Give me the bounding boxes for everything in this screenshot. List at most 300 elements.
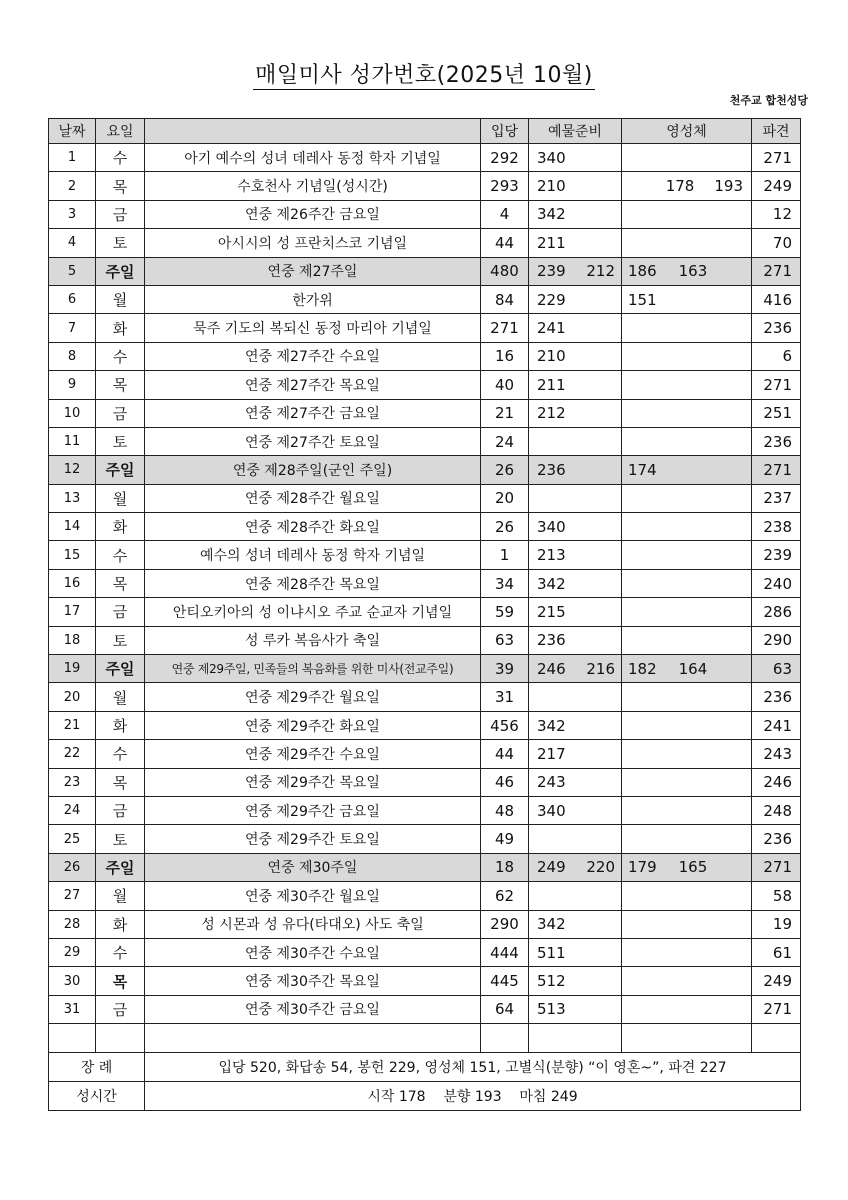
communion-hymn-1: 179 xyxy=(628,858,657,877)
date-cell: 8 xyxy=(49,342,96,370)
communion-cell xyxy=(622,853,752,881)
offertory-cell xyxy=(529,484,622,512)
dismissal-cell: 249 xyxy=(752,967,801,995)
header-date: 날짜 xyxy=(49,119,96,144)
dismissal-cell: 70 xyxy=(752,229,801,257)
dismissal-cell: 271 xyxy=(752,144,801,172)
dismissal-cell: 236 xyxy=(752,683,801,711)
weekday-cell: 월 xyxy=(96,285,145,313)
communion-cell xyxy=(622,541,752,569)
communion-cell xyxy=(622,257,752,285)
dismissal-cell: 271 xyxy=(752,257,801,285)
offertory-values xyxy=(529,518,621,536)
date-cell: 12 xyxy=(49,456,96,484)
offertory-cell xyxy=(529,768,622,796)
offertory-values xyxy=(529,347,621,365)
offertory-cell xyxy=(529,825,622,853)
offertory-cell xyxy=(529,740,622,768)
entrance-cell: 84 xyxy=(481,285,529,313)
offertory-hymn-1: 229 xyxy=(537,290,566,309)
table-row xyxy=(49,172,801,200)
weekday-cell: 목 xyxy=(96,569,145,597)
header-weekday: 요일 xyxy=(96,119,145,144)
offertory-cell xyxy=(529,342,622,370)
entrance-cell: 480 xyxy=(481,257,529,285)
offertory-hymn-1: 342 xyxy=(537,915,566,934)
offertory-values xyxy=(529,1000,621,1018)
offertory-values xyxy=(529,291,621,309)
offertory-cell xyxy=(529,144,622,172)
table-row xyxy=(49,683,801,711)
celebration-cell: 연중 제29주간 수요일 xyxy=(145,740,481,768)
dismissal-cell: 271 xyxy=(752,995,801,1023)
funeral-label: 장 례 xyxy=(49,1052,145,1081)
holyhour-hymns: 시작 178 분향 193 마침 249 xyxy=(145,1081,801,1110)
entrance-cell: 49 xyxy=(481,825,529,853)
date-cell: 2 xyxy=(49,172,96,200)
header-entrance: 입당 xyxy=(481,119,529,144)
table-row xyxy=(49,938,801,966)
offertory-hymn-1: 210 xyxy=(537,177,566,196)
offertory-hymn-1: 212 xyxy=(537,404,566,423)
offertory-cell xyxy=(529,257,622,285)
table-row xyxy=(49,910,801,938)
offertory-values xyxy=(529,858,621,876)
offertory-cell xyxy=(529,285,622,313)
communion-hymn-1: 186 xyxy=(628,262,657,281)
table-row xyxy=(49,655,801,683)
celebration-cell: 연중 제30주간 금요일 xyxy=(145,995,481,1023)
celebration-cell: 연중 제30주간 월요일 xyxy=(145,882,481,910)
offertory-values xyxy=(529,944,621,962)
offertory-cell xyxy=(529,399,622,427)
offertory-cell xyxy=(529,796,622,824)
table-row xyxy=(49,967,801,995)
date-cell: 19 xyxy=(49,655,96,683)
dismissal-cell: 236 xyxy=(752,825,801,853)
date-cell: 9 xyxy=(49,371,96,399)
offertory-hymn-1: 213 xyxy=(537,546,566,565)
offertory-cell xyxy=(529,427,622,455)
communion-values xyxy=(622,858,751,876)
offertory-values xyxy=(529,631,621,649)
offertory-values xyxy=(529,773,621,791)
entrance-cell: 456 xyxy=(481,711,529,739)
offertory-values xyxy=(529,745,621,763)
communion-cell xyxy=(622,626,752,654)
weekday-cell: 수 xyxy=(96,144,145,172)
communion-cell xyxy=(622,229,752,257)
offertory-cell xyxy=(529,910,622,938)
entrance-cell: 44 xyxy=(481,229,529,257)
weekday-cell: 목 xyxy=(96,967,145,995)
weekday-cell: 화 xyxy=(96,711,145,739)
weekday-cell: 월 xyxy=(96,683,145,711)
table-row xyxy=(49,144,801,172)
date-cell: 31 xyxy=(49,995,96,1023)
dismissal-cell: 290 xyxy=(752,626,801,654)
dismissal-cell: 236 xyxy=(752,427,801,455)
dismissal-cell: 271 xyxy=(752,853,801,881)
offertory-cell xyxy=(529,938,622,966)
offertory-cell xyxy=(529,853,622,881)
entrance-cell: 271 xyxy=(481,314,529,342)
offertory-hymn-1: 243 xyxy=(537,773,566,792)
celebration-cell: 연중 제27주간 토요일 xyxy=(145,427,481,455)
offertory-hymn-1: 340 xyxy=(537,801,566,820)
header-celebration xyxy=(145,119,481,144)
communion-cell xyxy=(622,456,752,484)
date-cell: 27 xyxy=(49,882,96,910)
offertory-values xyxy=(529,376,621,394)
offertory-hymn-1: 342 xyxy=(537,716,566,735)
date-cell: 23 xyxy=(49,768,96,796)
offertory-hymn-1: 239 xyxy=(537,262,566,281)
communion-cell xyxy=(622,796,752,824)
entrance-cell: 24 xyxy=(481,427,529,455)
table-row xyxy=(49,513,801,541)
table-body xyxy=(49,144,801,1024)
entrance-cell: 44 xyxy=(481,740,529,768)
offertory-values xyxy=(529,717,621,735)
date-cell: 6 xyxy=(49,285,96,313)
entrance-cell: 4 xyxy=(481,200,529,228)
communion-hymn-2: 163 xyxy=(678,262,708,281)
entrance-cell: 292 xyxy=(481,144,529,172)
table-row xyxy=(49,399,801,427)
weekday-cell: 금 xyxy=(96,995,145,1023)
table-row xyxy=(49,626,801,654)
offertory-hymn-1: 215 xyxy=(537,602,566,621)
entrance-cell: 1 xyxy=(481,541,529,569)
celebration-cell: 성 시몬과 성 유다(타대오) 사도 축일 xyxy=(145,910,481,938)
dismissal-cell: 246 xyxy=(752,768,801,796)
table-row xyxy=(49,598,801,626)
weekday-cell: 금 xyxy=(96,399,145,427)
table-row xyxy=(49,711,801,739)
offertory-hymn-2: 212 xyxy=(586,262,615,281)
weekday-cell: 수 xyxy=(96,740,145,768)
date-cell: 17 xyxy=(49,598,96,626)
weekday-cell: 목 xyxy=(96,768,145,796)
communion-cell xyxy=(622,342,752,370)
date-cell: 1 xyxy=(49,144,96,172)
dismissal-cell: 248 xyxy=(752,796,801,824)
offertory-hymn-1: 246 xyxy=(537,659,566,678)
entrance-cell: 63 xyxy=(481,626,529,654)
table-row xyxy=(49,314,801,342)
offertory-hymn-1: 340 xyxy=(537,148,566,167)
hymn-schedule-table xyxy=(48,118,801,1111)
offertory-values xyxy=(529,915,621,933)
weekday-cell: 토 xyxy=(96,626,145,654)
communion-cell xyxy=(622,711,752,739)
offertory-cell xyxy=(529,711,622,739)
table-row xyxy=(49,541,801,569)
entrance-cell: 46 xyxy=(481,768,529,796)
table-row xyxy=(49,882,801,910)
table-row xyxy=(49,569,801,597)
date-cell: 10 xyxy=(49,399,96,427)
date-cell: 26 xyxy=(49,853,96,881)
communion-cell xyxy=(622,285,752,313)
offertory-cell xyxy=(529,598,622,626)
communion-cell xyxy=(622,740,752,768)
communion-hymn-2: 164 xyxy=(678,659,708,678)
offertory-values xyxy=(529,461,621,479)
celebration-cell: 아시시의 성 프란치스코 기념일 xyxy=(145,229,481,257)
celebration-cell: 연중 제29주간 월요일 xyxy=(145,683,481,711)
offertory-cell xyxy=(529,229,622,257)
communion-values xyxy=(622,461,751,479)
dismissal-cell: 236 xyxy=(752,314,801,342)
communion-cell xyxy=(622,569,752,597)
communion-values xyxy=(622,660,751,678)
dismissal-cell: 58 xyxy=(752,882,801,910)
page-title: 매일미사 성가번호(2025년 10월) xyxy=(255,63,593,88)
dismissal-cell: 243 xyxy=(752,740,801,768)
offertory-hymn-1: 211 xyxy=(537,233,566,252)
offertory-hymn-1: 241 xyxy=(537,319,566,338)
celebration-cell: 연중 제29주간 금요일 xyxy=(145,796,481,824)
communion-values xyxy=(622,177,751,195)
celebration-cell: 연중 제28주간 목요일 xyxy=(145,569,481,597)
entrance-cell: 293 xyxy=(481,172,529,200)
header-dismissal: 파견 xyxy=(752,119,801,144)
offertory-cell xyxy=(529,655,622,683)
table-row xyxy=(49,371,801,399)
celebration-cell: 연중 제30주일 xyxy=(145,853,481,881)
offertory-hymn-1: 340 xyxy=(537,517,566,536)
offertory-hymn-2: 216 xyxy=(586,659,615,678)
offertory-values xyxy=(529,177,621,195)
header-offertory: 예물준비 xyxy=(529,119,622,144)
offertory-cell xyxy=(529,995,622,1023)
communion-cell xyxy=(622,910,752,938)
offertory-hymn-1: 210 xyxy=(537,347,566,366)
communion-cell xyxy=(622,399,752,427)
offertory-values xyxy=(529,262,621,280)
offertory-cell xyxy=(529,314,622,342)
funeral-hymns: 입당 520, 화답송 54, 봉헌 229, 영성체 151, 고별식(분향) “이 영혼~”, 파견 227 xyxy=(145,1052,801,1081)
celebration-cell: 연중 제27주간 목요일 xyxy=(145,371,481,399)
offertory-values xyxy=(529,319,621,337)
communion-cell xyxy=(622,200,752,228)
offertory-cell xyxy=(529,200,622,228)
offertory-values xyxy=(529,205,621,223)
date-cell: 25 xyxy=(49,825,96,853)
communion-cell xyxy=(622,598,752,626)
weekday-cell: 수 xyxy=(96,541,145,569)
offertory-cell xyxy=(529,882,622,910)
offertory-cell xyxy=(529,456,622,484)
entrance-cell: 26 xyxy=(481,456,529,484)
communion-cell xyxy=(622,938,752,966)
weekday-cell: 목 xyxy=(96,371,145,399)
date-cell: 13 xyxy=(49,484,96,512)
weekday-cell: 주일 xyxy=(96,257,145,285)
entrance-cell: 16 xyxy=(481,342,529,370)
communion-cell xyxy=(622,825,752,853)
weekday-cell: 주일 xyxy=(96,853,145,881)
offertory-hymn-1: 342 xyxy=(537,574,566,593)
offertory-hymn-1: 236 xyxy=(537,460,566,479)
offertory-cell xyxy=(529,967,622,995)
entrance-cell: 445 xyxy=(481,967,529,995)
entrance-cell: 20 xyxy=(481,484,529,512)
celebration-cell: 아기 예수의 성녀 데레사 동정 학자 기념일 xyxy=(145,144,481,172)
offertory-hymn-1: 511 xyxy=(537,943,566,962)
table-row xyxy=(49,200,801,228)
offertory-cell xyxy=(529,683,622,711)
celebration-cell: 성 루카 복음사가 축일 xyxy=(145,626,481,654)
celebration-cell: 연중 제28주간 월요일 xyxy=(145,484,481,512)
date-cell: 18 xyxy=(49,626,96,654)
entrance-cell: 290 xyxy=(481,910,529,938)
dismissal-cell: 249 xyxy=(752,172,801,200)
offertory-values xyxy=(529,404,621,422)
communion-cell xyxy=(622,768,752,796)
date-cell: 5 xyxy=(49,257,96,285)
table-row xyxy=(49,257,801,285)
weekday-cell: 목 xyxy=(96,172,145,200)
dismissal-cell: 241 xyxy=(752,711,801,739)
table-row xyxy=(49,740,801,768)
offertory-values xyxy=(529,234,621,252)
weekday-cell: 금 xyxy=(96,796,145,824)
communion-cell xyxy=(622,967,752,995)
weekday-cell: 수 xyxy=(96,938,145,966)
communion-cell xyxy=(622,683,752,711)
communion-hymn-2: 193 xyxy=(714,177,743,196)
dismissal-cell: 12 xyxy=(752,200,801,228)
table-row xyxy=(49,285,801,313)
dismissal-cell: 238 xyxy=(752,513,801,541)
dismissal-cell: 19 xyxy=(752,910,801,938)
entrance-cell: 34 xyxy=(481,569,529,597)
date-cell: 28 xyxy=(49,910,96,938)
celebration-cell: 연중 제27주일 xyxy=(145,257,481,285)
celebration-cell: 연중 제27주간 금요일 xyxy=(145,399,481,427)
celebration-cell: 연중 제28주일(군인 주일) xyxy=(145,456,481,484)
entrance-cell: 62 xyxy=(481,882,529,910)
table-row xyxy=(49,995,801,1023)
weekday-cell: 월 xyxy=(96,484,145,512)
weekday-cell: 주일 xyxy=(96,655,145,683)
entrance-cell: 21 xyxy=(481,399,529,427)
weekday-cell: 주일 xyxy=(96,456,145,484)
parish-name: 천주교 합천성당 xyxy=(729,94,808,107)
offertory-values xyxy=(529,603,621,621)
communion-cell xyxy=(622,144,752,172)
celebration-cell: 연중 제29주간 목요일 xyxy=(145,768,481,796)
offertory-values xyxy=(529,660,621,678)
date-cell: 22 xyxy=(49,740,96,768)
date-cell: 16 xyxy=(49,569,96,597)
entrance-cell: 48 xyxy=(481,796,529,824)
weekday-cell: 금 xyxy=(96,598,145,626)
blank-row xyxy=(49,1024,801,1052)
date-cell: 29 xyxy=(49,938,96,966)
communion-hymn-1: 174 xyxy=(628,460,657,479)
communion-cell xyxy=(622,427,752,455)
weekday-cell: 월 xyxy=(96,882,145,910)
communion-values xyxy=(622,291,751,309)
communion-values xyxy=(622,262,751,280)
dismissal-cell: 61 xyxy=(752,938,801,966)
table-row xyxy=(49,484,801,512)
offertory-cell xyxy=(529,569,622,597)
holyhour-row xyxy=(49,1081,801,1110)
communion-cell xyxy=(622,655,752,683)
weekday-cell: 토 xyxy=(96,427,145,455)
weekday-cell: 토 xyxy=(96,229,145,257)
table-row xyxy=(49,853,801,881)
dismissal-cell: 63 xyxy=(752,655,801,683)
celebration-cell: 연중 제29주간 화요일 xyxy=(145,711,481,739)
entrance-cell: 59 xyxy=(481,598,529,626)
entrance-cell: 40 xyxy=(481,371,529,399)
dismissal-cell: 286 xyxy=(752,598,801,626)
offertory-cell xyxy=(529,626,622,654)
celebration-cell: 수호천사 기념일(성시간) xyxy=(145,172,481,200)
communion-cell xyxy=(622,995,752,1023)
celebration-cell: 연중 제30주간 수요일 xyxy=(145,938,481,966)
celebration-cell: 안티오키아의 성 이냐시오 주교 순교자 기념일 xyxy=(145,598,481,626)
communion-cell xyxy=(622,882,752,910)
table-row xyxy=(49,427,801,455)
offertory-hymn-1: 342 xyxy=(537,205,566,224)
dismissal-cell: 271 xyxy=(752,371,801,399)
communion-hymn-1: 178 xyxy=(665,177,695,196)
communion-cell xyxy=(622,484,752,512)
dismissal-cell: 237 xyxy=(752,484,801,512)
celebration-cell: 연중 제30주간 목요일 xyxy=(145,967,481,995)
date-cell: 24 xyxy=(49,796,96,824)
offertory-values xyxy=(529,972,621,990)
entrance-cell: 26 xyxy=(481,513,529,541)
offertory-cell xyxy=(529,172,622,200)
offertory-hymn-1: 249 xyxy=(537,858,566,877)
entrance-cell: 31 xyxy=(481,683,529,711)
dismissal-cell: 416 xyxy=(752,285,801,313)
dismissal-cell: 239 xyxy=(752,541,801,569)
celebration-cell: 연중 제27주간 수요일 xyxy=(145,342,481,370)
entrance-cell: 64 xyxy=(481,995,529,1023)
table-row xyxy=(49,796,801,824)
celebration-cell: 묵주 기도의 복되신 동정 마리아 기념일 xyxy=(145,314,481,342)
weekday-cell: 화 xyxy=(96,910,145,938)
offertory-values xyxy=(529,802,621,820)
communion-cell xyxy=(622,371,752,399)
communion-hymn-1: 182 xyxy=(628,659,657,678)
communion-hymn-2: 165 xyxy=(678,858,708,877)
date-cell: 3 xyxy=(49,200,96,228)
date-cell: 4 xyxy=(49,229,96,257)
celebration-cell: 예수의 성녀 데레사 동정 학자 기념일 xyxy=(145,541,481,569)
offertory-hymn-1: 512 xyxy=(537,972,566,991)
offertory-hymn-1: 217 xyxy=(537,744,566,763)
dismissal-cell: 271 xyxy=(752,456,801,484)
offertory-hymn-1: 211 xyxy=(537,375,566,394)
date-cell: 11 xyxy=(49,427,96,455)
celebration-cell: 연중 제26주간 금요일 xyxy=(145,200,481,228)
celebration-cell: 한가위 xyxy=(145,285,481,313)
entrance-cell: 444 xyxy=(481,938,529,966)
date-cell: 30 xyxy=(49,967,96,995)
offertory-hymn-1: 236 xyxy=(537,631,566,650)
weekday-cell: 금 xyxy=(96,200,145,228)
